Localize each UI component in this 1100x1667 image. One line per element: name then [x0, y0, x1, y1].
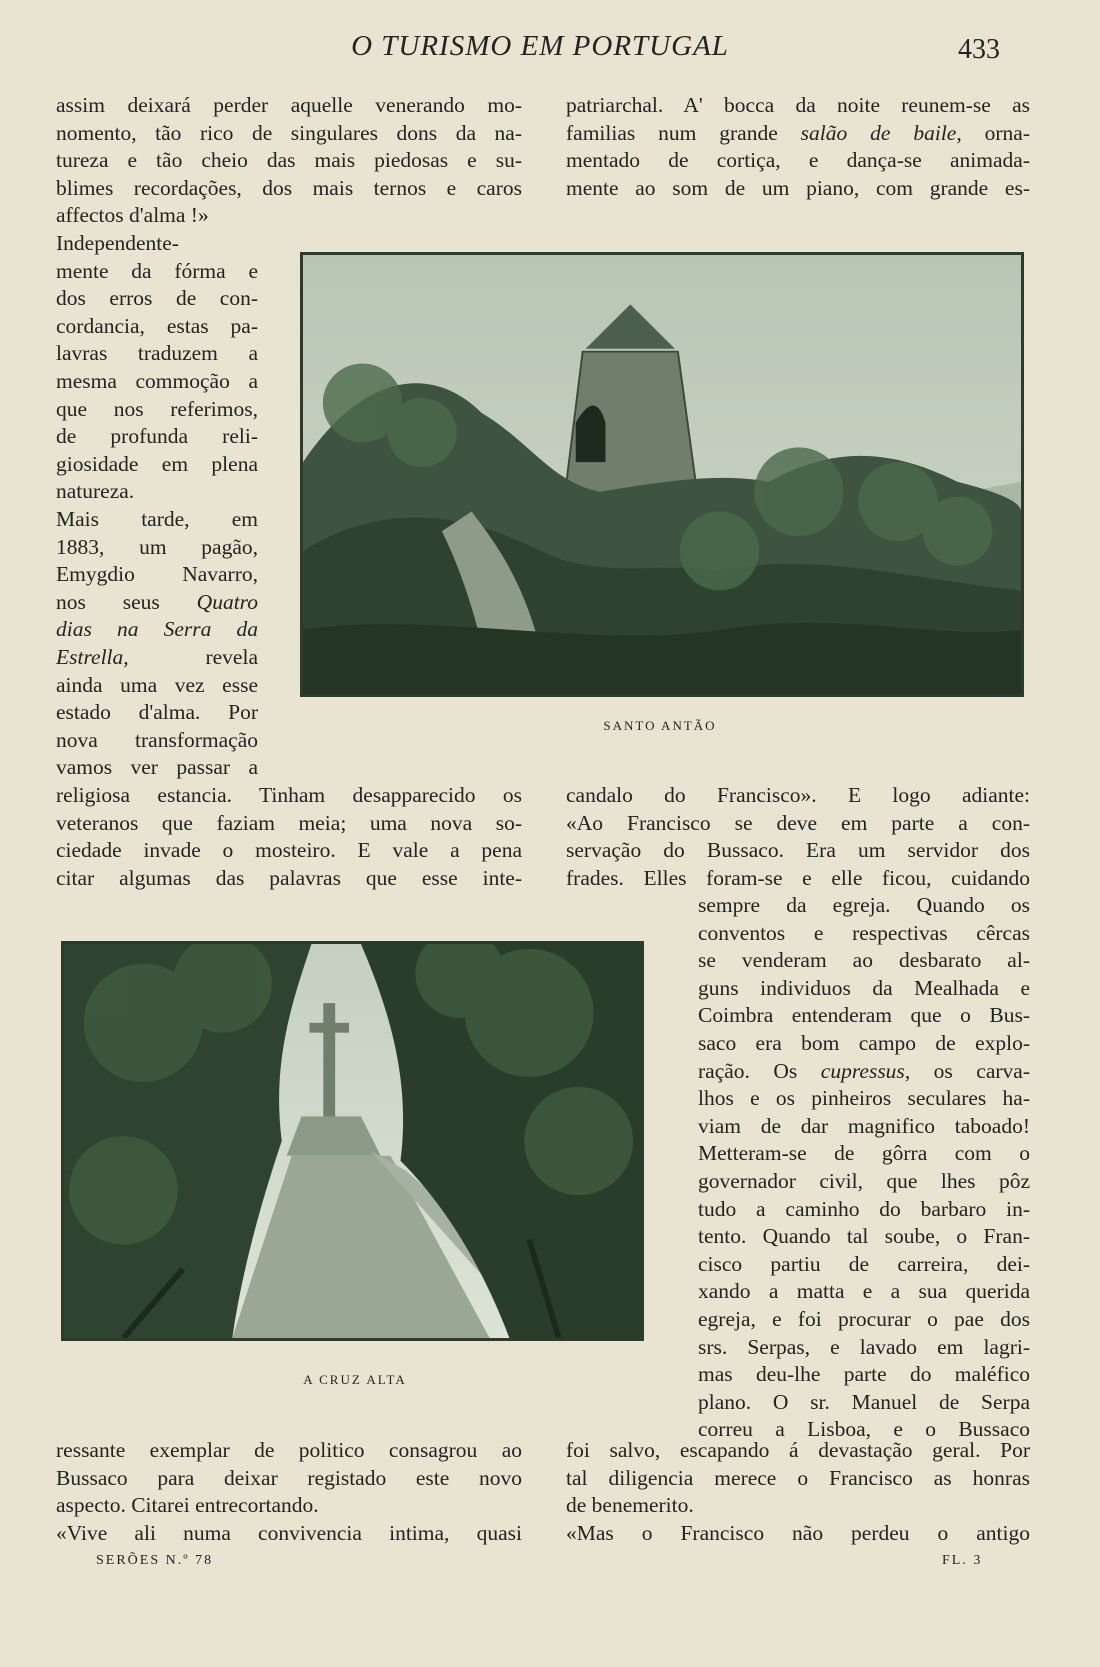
text-line: guns individuos da Mealhada e [698, 975, 1030, 1000]
text-line: viam de dar magnifico taboado! [698, 1113, 1030, 1138]
text-line: cisco partiu de carreira, dei- [698, 1251, 1030, 1276]
text-line: aspecto. Citarei entrecortando. [56, 1493, 319, 1518]
text-line: candalo do Francisco». E logo adiante: [566, 783, 1030, 807]
text-line: tento. Quando tal soube, o Fran- [698, 1224, 1030, 1249]
text-line: tudo a caminho do barbaro in- [698, 1196, 1030, 1221]
text-line: Coimbra entenderam que o Bus- [698, 1003, 1030, 1028]
text-line: servação do Bussaco. Era um servidor dos [566, 838, 1030, 863]
text-line: de benemerito. [566, 1493, 694, 1518]
text-line: srs. Serpas, e lavado em lagri- [698, 1334, 1030, 1359]
text-line: 1883, um pagão, [56, 534, 258, 559]
text-line: Bussaco para deixar registado este novo [56, 1465, 522, 1490]
text-line: de profunda reli- [56, 424, 258, 449]
text-line: assim deixará perder aquelle venerando mo- [56, 93, 522, 117]
left-column-middle-text [56, 782, 522, 892]
text-line: correu a Lisboa, e o Bussaco [698, 1417, 1030, 1442]
text-line: ração. Os cupressus, os carva- [698, 1058, 1030, 1083]
text-line: blimes recordações, dos mais ternos e caros [56, 175, 522, 200]
text-line: dias na Serra da [56, 617, 258, 642]
caption-cruz-alta: A CRUZ ALTA [303, 1372, 407, 1387]
text-line: saco era bom campo de explo- [698, 1030, 1030, 1055]
text-line: giosidade em plena [56, 451, 258, 476]
text-line: Independente- [56, 231, 179, 255]
text-line: religiosa estancia. Tinham desapparecido os [56, 783, 522, 807]
right-column-top-text [566, 92, 1030, 202]
text-line: vamos ver passar a [56, 755, 258, 780]
text-line: ressante exemplar de politico consagrou ao [56, 1438, 522, 1462]
text-line: nomento, tão rico de singulares dons da na- [56, 120, 522, 145]
photo-santo-antao [300, 252, 1024, 697]
text-line: lhos e os pinheiros seculares ha- [698, 1086, 1030, 1111]
text-line: affectos d'alma !» [56, 203, 209, 228]
text-line: frades. Elles foram-se e elle ficou, cuidando [566, 865, 1030, 890]
footer-issue: SERÕES N.º 78 [96, 1553, 214, 1568]
text-line: «Ao Francisco se deve em parte a con- [566, 810, 1030, 835]
text-line: plano. O sr. Manuel de Serpa [698, 1389, 1030, 1414]
text-line: natureza. [56, 479, 135, 504]
left-column-narrow-text [56, 230, 258, 782]
text-line: Metteram-se de gôrra com o [698, 1141, 1030, 1166]
text-line: citar algumas das palavras que esse inte- [56, 865, 522, 890]
caption-santo-antao: SANTO ANTÃO [603, 718, 717, 733]
text-line: dos erros de con- [56, 286, 258, 311]
left-column-top-text [56, 92, 522, 230]
text-line: mente da fórma e [56, 258, 258, 283]
text-line: ainda uma vez esse [56, 672, 258, 697]
photo-cruz-alta [61, 941, 644, 1341]
text-line: estado d'alma. Por [56, 700, 258, 725]
page-number: 433 [958, 34, 1000, 65]
text-line: Mais tarde, em [56, 506, 258, 531]
text-line: conventos e respectivas cêrcas [698, 920, 1030, 945]
text-line: mas deu-lhe parte do maléfico [698, 1362, 1030, 1387]
text-line: xando a matta e a sua querida [698, 1279, 1030, 1304]
right-column-middle-text [566, 782, 1030, 892]
text-line: cordancia, estas pa- [56, 313, 258, 338]
text-line: sempre da egreja. Quando os [698, 893, 1030, 917]
text-line: foi salvo, escapando á devastação geral. Por [566, 1438, 1030, 1462]
left-column-bottom-text [56, 1437, 522, 1547]
running-title: O TURISMO EM PORTUGAL [351, 30, 729, 62]
text-line: mentado de cortiça, e dança-se animada- [566, 148, 1030, 173]
right-column-bottom-text [566, 1437, 1030, 1547]
text-line: nos seus Quatro [56, 589, 258, 614]
text-line: «Mas o Francisco não perdeu o antigo [566, 1520, 1030, 1545]
text-line: Emygdio Navarro, [56, 562, 258, 587]
right-column-narrow-text [698, 892, 1030, 1444]
text-line: Estrella, revela [56, 644, 258, 669]
text-line: egreja, e foi procurar o pae dos [698, 1306, 1030, 1331]
text-line: tureza e tão cheio das mais piedosas e su- [56, 148, 522, 173]
text-line: «Vive ali numa convivencia intima, quasi [56, 1520, 522, 1545]
text-line: mesma commoção a [56, 368, 258, 393]
text-line: tal diligencia merece o Francisco as honras [566, 1465, 1030, 1490]
text-line: que nos referimos, [56, 396, 258, 421]
text-line: ciedade invade o mosteiro. E vale a pena [56, 838, 522, 863]
text-line: patriarchal. A' bocca da noite reunem-se as [566, 93, 1030, 117]
cruz-alta-illustration [64, 944, 641, 1338]
text-line: se venderam ao desbarato al- [698, 948, 1030, 973]
text-line: mente ao som de um piano, com grande es- [566, 175, 1030, 200]
text-line: nova transformação [56, 727, 258, 752]
text-line: familias num grande salão de baile, orna- [566, 120, 1030, 145]
footer-folio: FL. 3 [942, 1553, 983, 1568]
santo-antao-illustration [303, 255, 1021, 694]
text-line: lavras traduzem a [56, 341, 258, 366]
text-line: governador civil, que lhes pôz [698, 1168, 1030, 1193]
text-line: veteranos que faziam meia; uma nova so- [56, 810, 522, 835]
